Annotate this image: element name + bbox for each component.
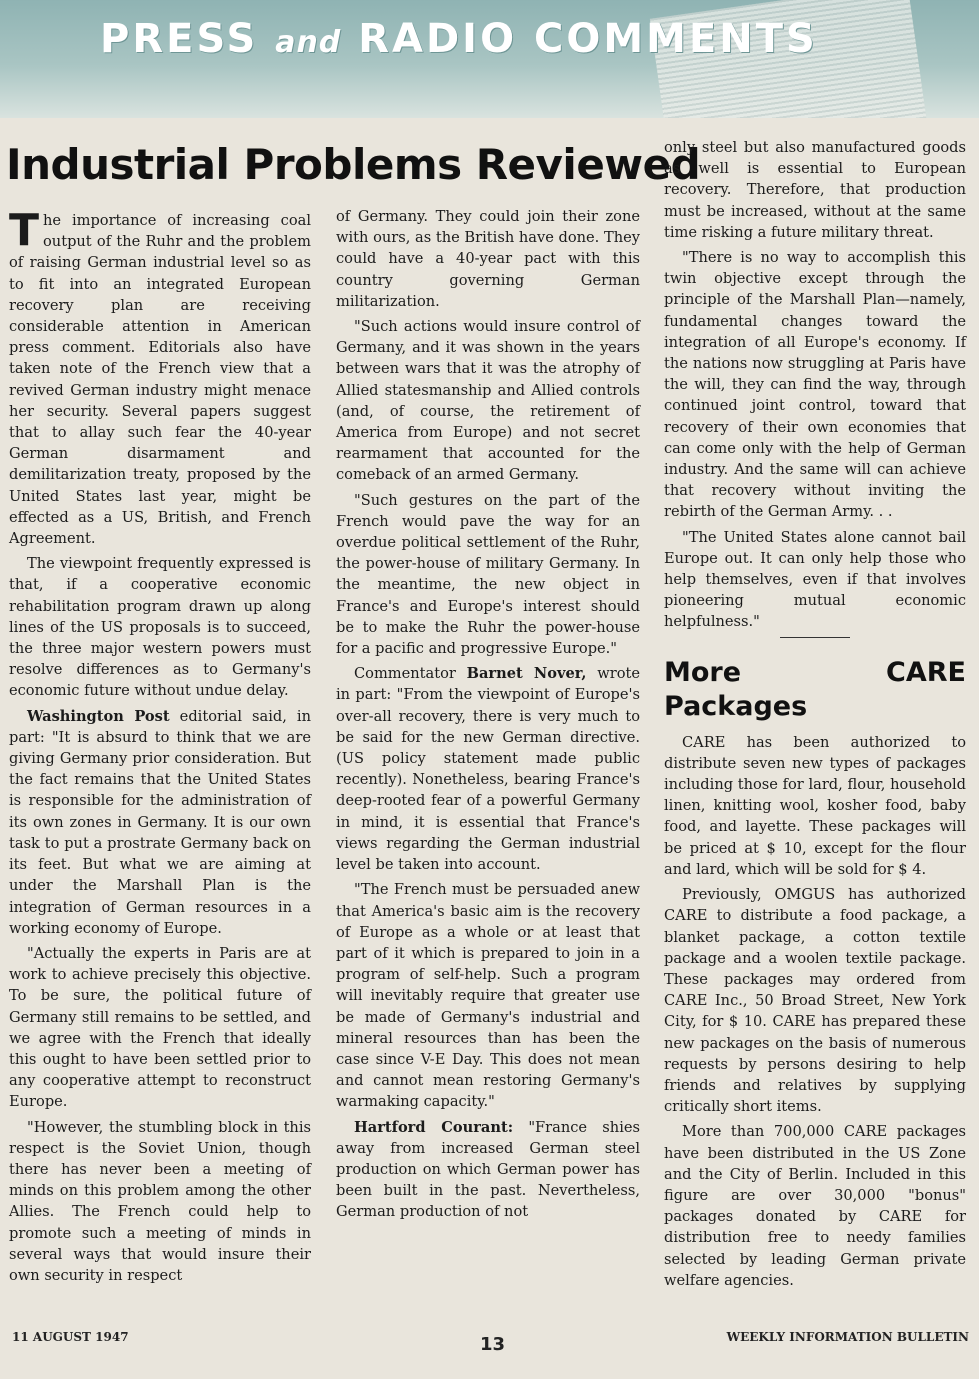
paragraph: Previously, OMGUS has authorized CARE to distribute a food package, a blanket package, a cotton textile package and a woolen textile package. These packages may ordered from CARE Inc., 50 Broad Street, New York City, for $ 10. CARE has prepared these new packages on the basis of numerous requests by persons desiring to help friends and relatives by supplying critically short items.: [664, 886, 966, 1116]
section-subheading: More CARE Packages: [664, 656, 966, 722]
footer-date: 11 AUGUST 1947: [12, 1330, 129, 1344]
section-banner: [0, 0, 979, 118]
paragraph-text: wrote in part: "From the viewpoint of Europe's over-all recovery, there is very much to be said for the new German directive. (US policy statement made public recently). Nonetheless, bearing France's deep-rooted fear of a powerful Germany in mind, it is essential that France's views regarding the German industrial level be taken into account.: [336, 665, 640, 874]
paragraph: [336, 663, 640, 875]
paragraph-text: editorial said, in part: "It is absurd to think that we are giving Germany prior consideration. But the fact remains that the United States is responsible for the administration of its own zones in Germany. It is our own task to put a prostrate Germany back on its feet. But what we are aiming at under the Marshall Plan is the integration of German resources in a working economy of Europe.: [9, 707, 311, 937]
paragraph: "There is no way to accomplish this twin objective except through the principle of the Marshall Plan—namely, fundamental changes toward the integration of all Europe's economy. If the nations now struggling at Paris have the will, they can find the way, through continued joint control, toward that recovery of their own economies that can come only with the help of German industry. And the same will can achieve that recovery without inviting the rebirth of the German Army. . .: [664, 249, 966, 521]
paragraph: only steel but also manufactured goods as well is essential to European recovery. Therefore, that production must be increased, without at the same time risking a future military threat.: [664, 139, 966, 241]
paragraph: [336, 1117, 640, 1223]
paragraph: "Such gestures on the part of the French would pave the way for an overdue political settlement of the Ruhr, the power-house of military Germany. In the meantime, the new object in France's and Europe's interest should be to make the Ruhr the power-house for a pacific and progressive Europe.": [336, 491, 640, 658]
banner-title-radio: RADIO COMMENTS: [358, 16, 818, 62]
column-3: [664, 137, 966, 1295]
divider: [780, 637, 850, 638]
column-1: [9, 205, 311, 1290]
paragraph: "The French must be persuaded anew that America's basic aim is the recovery of Europe as a whole or at least that part of it which is prepared to join in a program of self-help. Such a program will inevitably require that greater use be made of Germany's industrial and mineral resources than has been the case since V-E Day. This does not mean and cannot mean restoring Germany's warmaking capacity.": [336, 881, 640, 1111]
source-name: Barnet Nover,: [466, 665, 587, 683]
column-2: [336, 206, 640, 1227]
banner-title-press: PRESS: [100, 16, 259, 62]
paragraph: [9, 706, 311, 939]
paragraph: CARE has been authorized to distribute seven new types of packages including those for lard, flour, household linen, knitting wool, kosher food, baby food, and layette. These packages will be priced at $ 10, except for the flour and lard, which will be sold for $ 4.: [664, 733, 966, 878]
paragraph: [9, 205, 311, 549]
paragraph: "Such actions would insure control of Germany, and it was shown in the years between wars that it was the atrophy of Allied statesmanship and Allied controls (and, of course, the retirement of America from Europe) and not secret rearmament that accounted for the comeback of an armed Germany.: [336, 318, 640, 484]
banner-title: [100, 16, 818, 62]
paragraph-text: "France shies away from increased German steel production on which German power has been built in the past. Nevertheless, German production of not: [336, 1118, 640, 1221]
source-name: Hartford Courant:: [354, 1118, 514, 1136]
source-name: Washington Post: [27, 707, 170, 725]
paragraph: The viewpoint frequently expressed is that, if a cooperative economic rehabilitation program drawn up along lines of the US proposals is to succeed, the three major western powers must resolve differences as to Germany's economic future without undue delay.: [9, 555, 311, 700]
paragraph-text: he importance of increasing coal output of the Ruhr and the problem of raising German industrial level so as to fit into an integrated European recovery plan are receiving considerable attention in American press comment. Editorials also have taken note of the French view that a revived German industry might menace her security. Several papers suggest that to allay such fear the 40-year German disarmament and demilitarization treaty, proposed by the United States last year, might be effected as a US, British, and French Agreement.: [9, 212, 311, 548]
banner-title-and: and: [275, 25, 342, 60]
drop-cap: T: [9, 205, 40, 256]
article-headline: Industrial Problems Reviewed: [6, 140, 701, 189]
paragraph: "However, the stumbling block in this respect is the Soviet Union, though there has never been a meeting of minds on this problem among the other Allies. The French could help to promote such a meeting of minds in several ways that would insure their own security in respect: [9, 1118, 311, 1284]
paragraph: of Germany. They could join their zone with ours, as the British have done. They could have a 40-year pact with this country governing German militarization.: [336, 208, 640, 310]
paragraph: "The United States alone cannot bail Europe out. It can only help those who help themselves, even if that involves pioneering mutual economic helpfulness.": [664, 528, 966, 631]
page-number: 13: [480, 1334, 506, 1355]
paragraph-text: Commentator: [354, 665, 467, 683]
paragraph: "Actually the experts in Paris are at work to achieve precisely this objective. To be sure, the political future of Germany still remains to be settled, and we agree with the French that ideally this ought to have been settled prior to any cooperative attempt to reconstruct Europe.: [9, 944, 311, 1111]
paragraph: More than 700,000 CARE packages have been distributed in the US Zone and the City of Berlin. Included in this figure are over 30,000 "bonus" packages donated by CARE for distribution free to needy families selected by leading German private welfare agencies.: [664, 1123, 966, 1289]
footer-publication: WEEKLY INFORMATION BULLETIN: [726, 1330, 969, 1344]
